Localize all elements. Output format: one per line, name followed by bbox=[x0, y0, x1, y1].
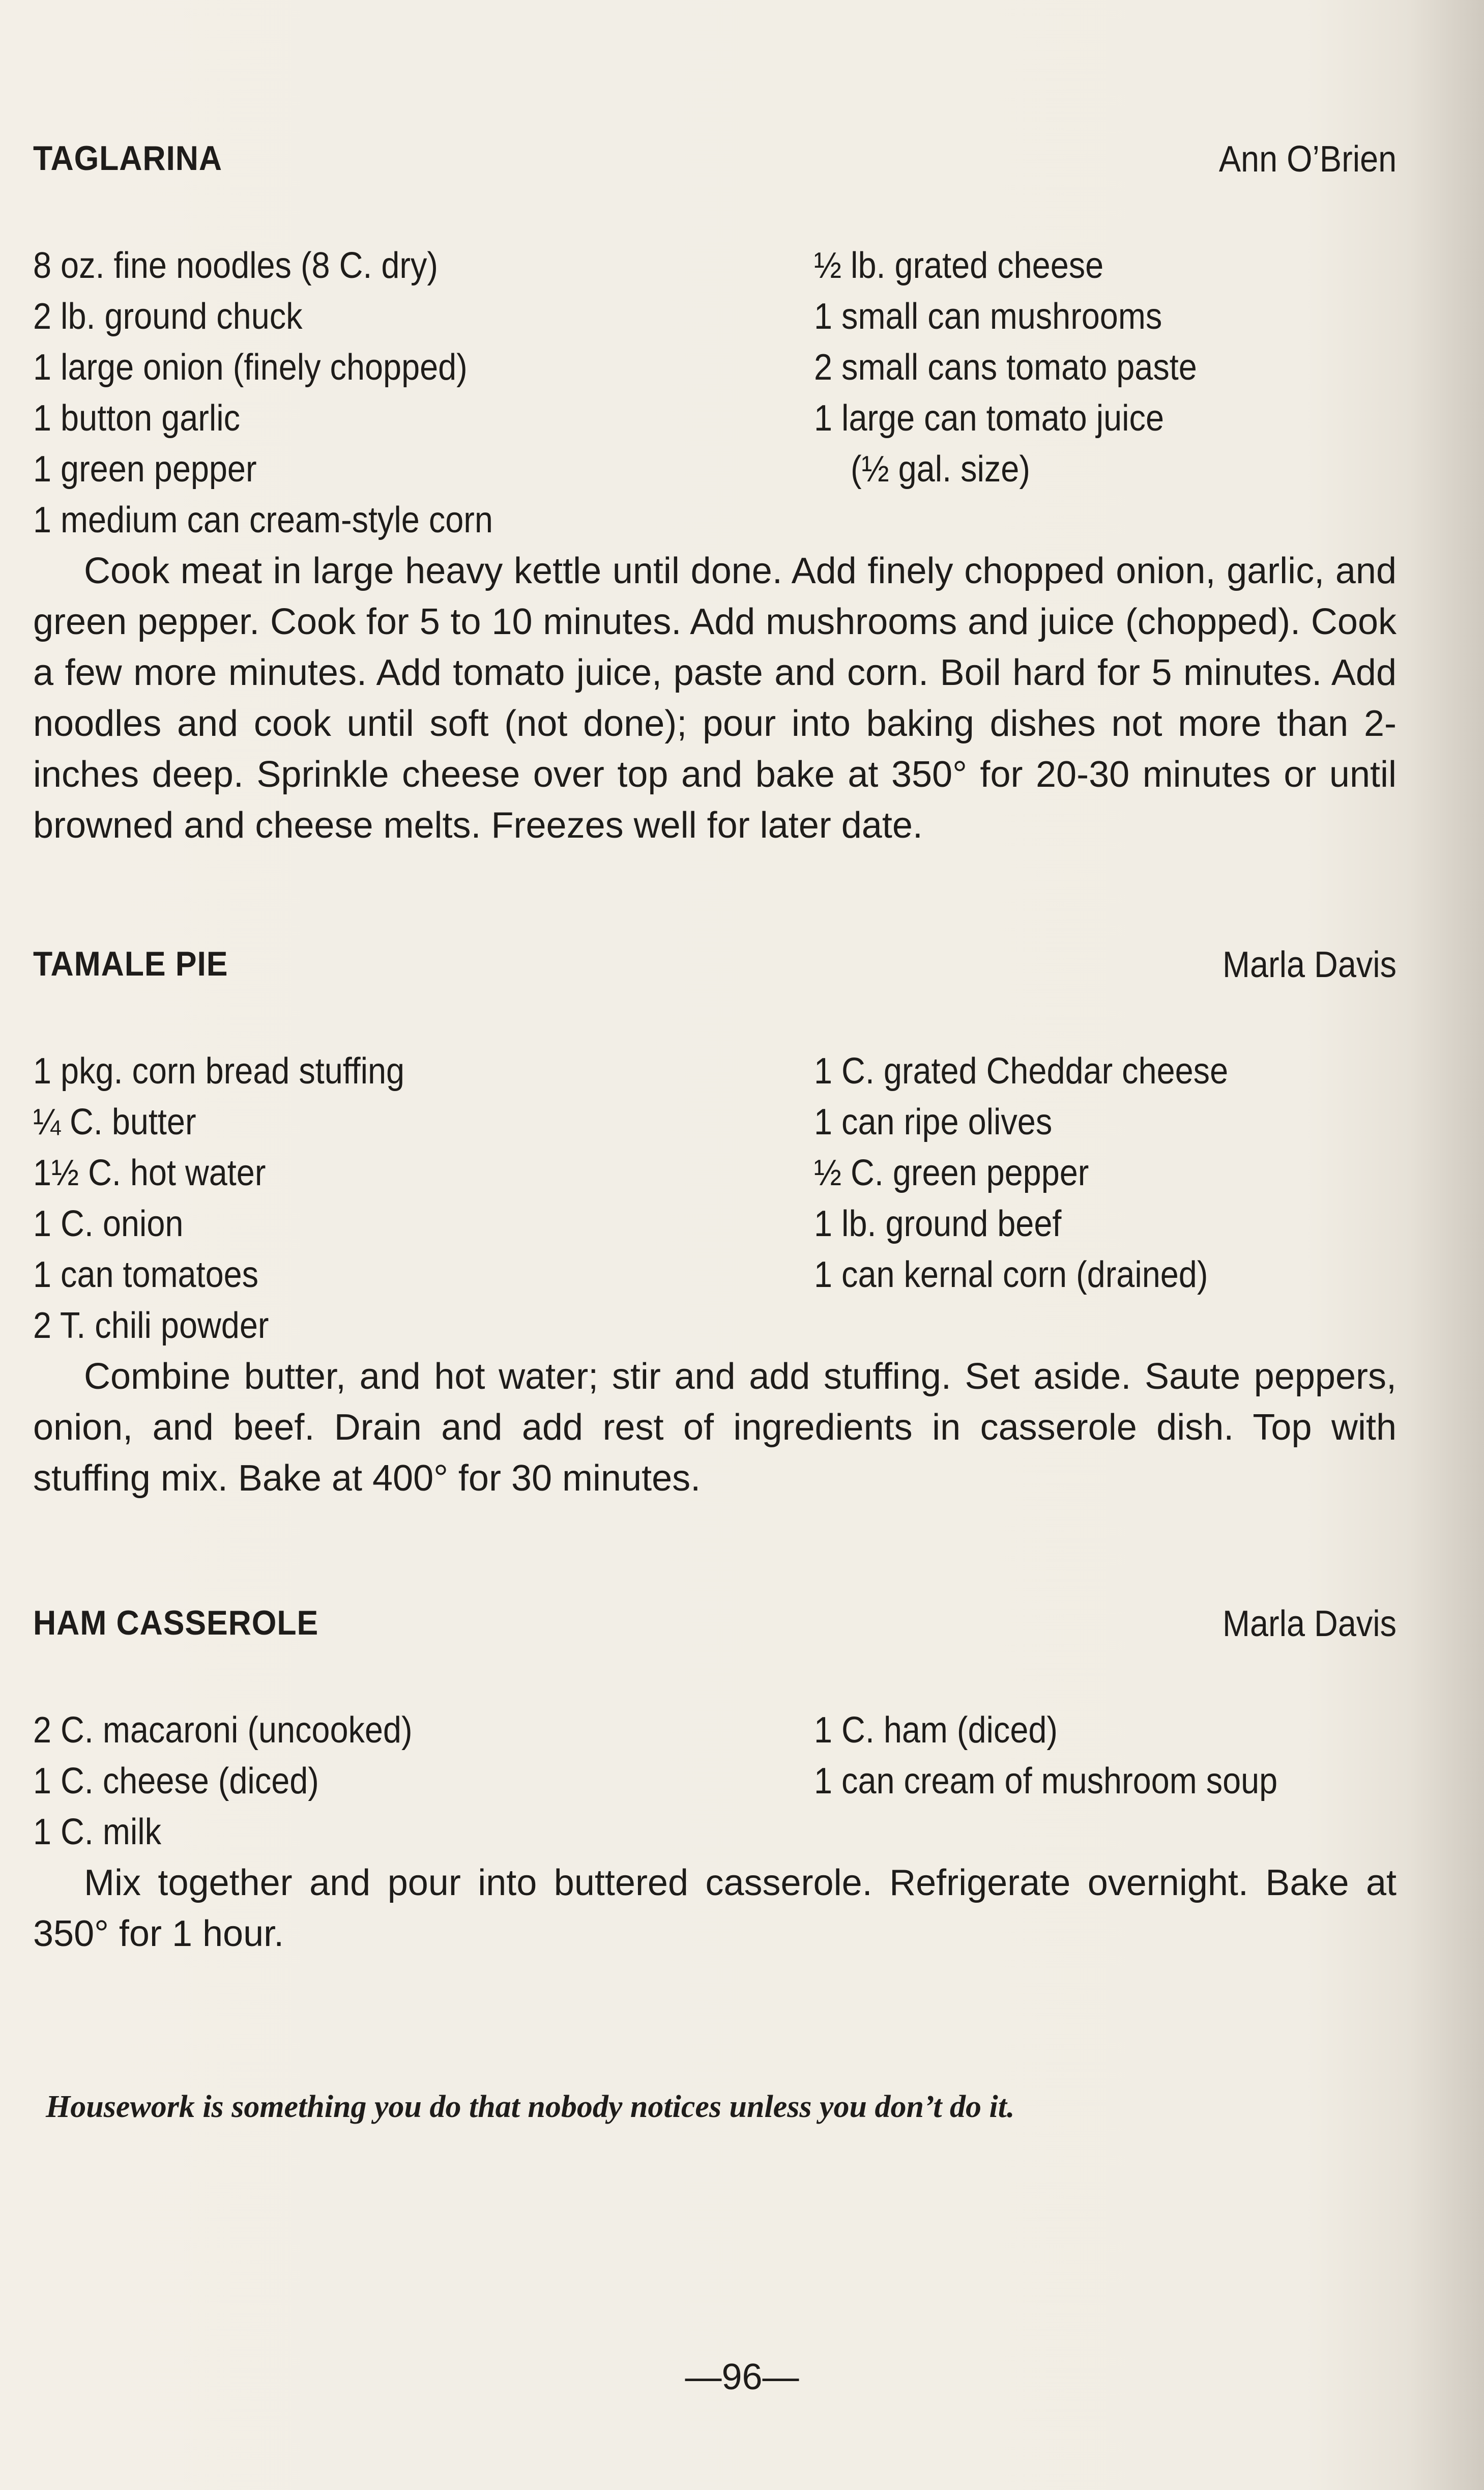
ingredient-column-right bbox=[814, 1046, 1274, 1300]
ingredient: 1 pkg. corn bread stuffing bbox=[33, 1051, 405, 1092]
ingredient-list bbox=[33, 1705, 1396, 1857]
ingredient: 1 small can mushrooms bbox=[814, 296, 1162, 337]
recipe-author: Marla Davis bbox=[1222, 1604, 1396, 1644]
recipe-header bbox=[33, 1603, 1396, 1654]
ingredient: 2 small cans tomato paste bbox=[814, 347, 1197, 388]
ingredient: 1 can ripe olives bbox=[814, 1102, 1053, 1142]
ingredient: ½ lb. grated cheese bbox=[814, 245, 1104, 286]
ingredient: 1 C. milk bbox=[33, 1812, 162, 1852]
ingredient: 1 C. onion bbox=[33, 1204, 184, 1244]
footer-quote: Housework is something you do that nobody notices unless you don’t do it. bbox=[46, 2090, 1015, 2124]
recipe-title: HAM CASSEROLE bbox=[33, 1604, 319, 1642]
ingredient: ¼ C. butter bbox=[33, 1102, 196, 1142]
recipe-author: Ann O’Brien bbox=[1218, 139, 1396, 180]
ingredient-column-left bbox=[33, 240, 544, 546]
ingredient: 1 C. grated Cheddar cheese bbox=[814, 1051, 1229, 1092]
recipe-author: Marla Davis bbox=[1222, 945, 1396, 985]
ingredient: 8 oz. fine noodles (8 C. dry) bbox=[33, 245, 438, 286]
ingredient: 1 can kernal corn (drained) bbox=[814, 1254, 1208, 1295]
ingredient: 1 can cream of mushroom soup bbox=[814, 1761, 1278, 1801]
recipe-directions: Combine butter, and hot water; stir and add stuffing. Set aside. Saute peppers, onion, and beef. Drain and add rest of ingredients in casserole dish. Top with stuffing mix. Bake at 400° for 30 minutes. bbox=[33, 1356, 1396, 1499]
ingredient: 2 T. chili powder bbox=[33, 1305, 269, 1346]
ingredient: ½ C. green pepper bbox=[814, 1153, 1089, 1193]
recipe-ham-casserole bbox=[33, 1603, 1396, 1959]
recipe-header bbox=[33, 138, 1396, 189]
ingredient-list bbox=[33, 1046, 1396, 1351]
ingredient: 1 green pepper bbox=[33, 449, 257, 490]
ingredient: 1 C. cheese (diced) bbox=[33, 1761, 319, 1801]
ingredient-column-left bbox=[33, 1046, 446, 1351]
recipe-directions: Mix together and pour into buttered casserole. Refrigerate overnight. Bake at 350° for 1 hour. bbox=[33, 1863, 1396, 1954]
ingredient: (½ gal. size) bbox=[851, 449, 1030, 490]
recipe-directions: Cook meat in large heavy kettle until done. Add finely chopped onion, garlic, and green pepper. Cook for 5 to 10 minutes. Add mushrooms and juice (chopped). Cook a few more minutes. Add tomato juice, paste and corn. Boil hard for 5 minutes. Add noodles and cook until soft (not done); pour into baking dishes not more than 2-inches deep. Sprinkle cheese over top and bake at 350° for 20-30 minutes or until browned and cheese melts. Freezes well for later date. bbox=[33, 551, 1396, 846]
ingredient: 1 medium can cream-style corn bbox=[33, 500, 493, 540]
ingredient: 1 C. ham (diced) bbox=[814, 1710, 1058, 1751]
ingredient: 2 C. macaroni (uncooked) bbox=[33, 1710, 413, 1751]
ingredient-column-left bbox=[33, 1705, 454, 1857]
recipe-header bbox=[33, 944, 1396, 995]
recipe-title: TAGLARINA bbox=[33, 139, 223, 178]
ingredient: 1 large can tomato juice bbox=[814, 398, 1164, 439]
recipe-title: TAMALE PIE bbox=[33, 945, 228, 983]
ingredient-column-right bbox=[814, 1705, 1329, 1807]
ingredient: 2 lb. ground chuck bbox=[33, 296, 303, 337]
ingredient-list bbox=[33, 240, 1396, 546]
page-number: —96— bbox=[685, 2357, 799, 2397]
ingredient: 1 can tomatoes bbox=[33, 1254, 259, 1295]
ingredient: 1 large onion (finely chopped) bbox=[33, 347, 468, 388]
ingredient: 1 button garlic bbox=[33, 398, 241, 439]
ingredient: 1½ C. hot water bbox=[33, 1153, 266, 1193]
ingredient: 1 lb. ground beef bbox=[814, 1204, 1062, 1244]
recipe-tamale-pie bbox=[33, 944, 1396, 1504]
recipe-taglarina bbox=[33, 138, 1396, 851]
ingredient-column-right bbox=[814, 240, 1239, 495]
